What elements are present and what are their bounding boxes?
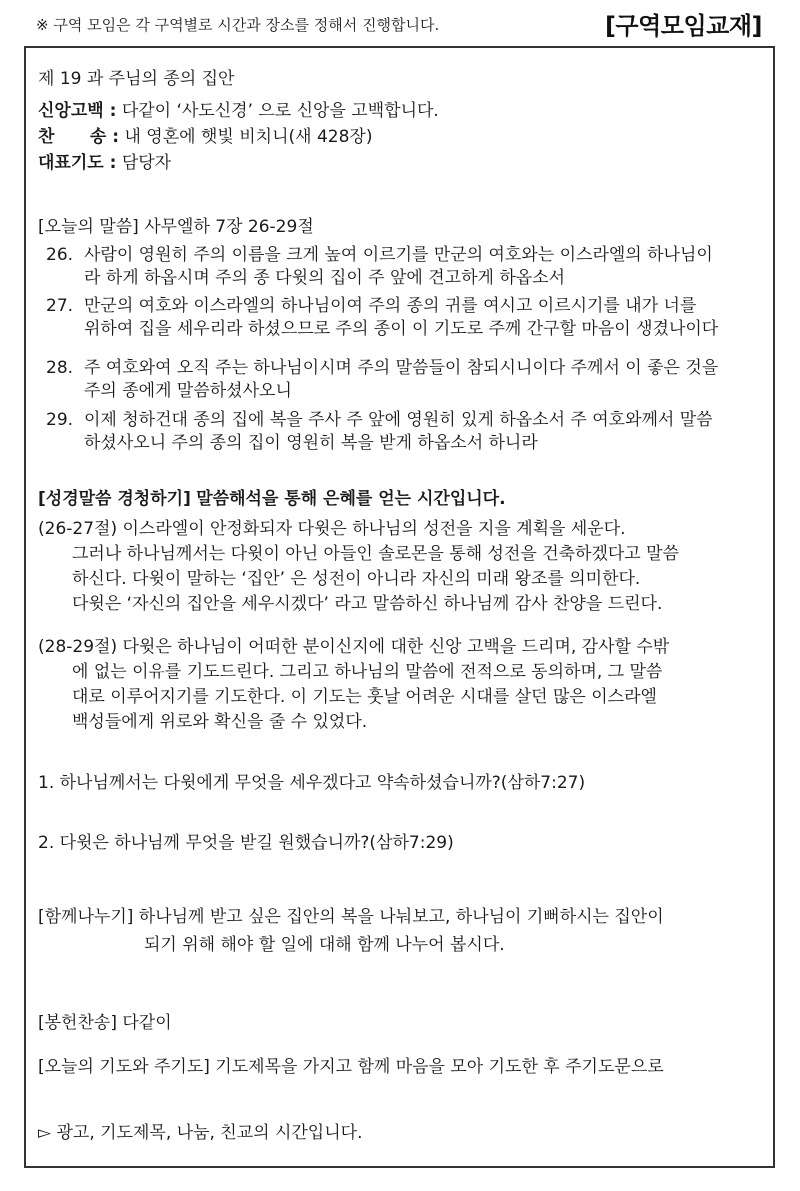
verse-line: 하셨사오니 주의 종의 집이 영원히 복을 받게 하옵소서 하니라 <box>84 433 538 453</box>
share-line: 되기 위해 해야 할 일에 대해 함께 나누어 봅시다. <box>144 935 505 955</box>
verse-line: 위하여 집을 세우리라 하셨으므로 주의 종이 이 기도로 주께 간구할 마음이 생겼나이다 <box>84 319 719 339</box>
creed-row <box>38 100 439 122</box>
header-note: ※ 구역 모임은 각 구역별로 시간과 장소를 정해서 진행합니다. <box>36 16 440 34</box>
commentary-line <box>38 518 626 540</box>
lesson-title: 제 19 과 주님의 종의 집안 <box>38 69 235 89</box>
triangle-marker-icon: ▻ <box>38 1123 52 1143</box>
commentary-ref: (28-29절) <box>38 637 118 657</box>
question-2: 2. 다윗은 하나님께 무엇을 받길 원했습니까?(삼하7:29) <box>38 833 454 853</box>
commentary-line: 백성들에게 위로와 확신을 줄 수 있었다. <box>72 712 368 732</box>
hymn-text: 내 영혼에 햇빛 비치니(새 428장) <box>124 127 373 147</box>
share-label: [함께나누기] <box>38 907 134 927</box>
listen-label: [성경말씀 경청하기] <box>38 489 191 509</box>
commentary-line: 대로 이루어지기를 기도한다. 이 기도는 훗날 어려운 시대를 살던 많은 이스라엘 <box>72 687 657 707</box>
today-word-heading <box>38 216 314 238</box>
share-line: 하나님께 받고 싶은 집안의 복을 나눠보고, 하나님이 기뻐하시는 집안이 <box>138 907 664 927</box>
verse-number: 27. <box>46 296 74 316</box>
offering-row <box>38 1012 172 1034</box>
commentary-line: 그러나 하나님께서는 다윗이 아닌 아들인 솔로몬을 통해 성전을 건축하겠다고 말씀 <box>72 544 679 564</box>
share-row <box>38 906 664 928</box>
prayer-row <box>38 152 171 174</box>
prayer-text: 담당자 <box>121 153 172 173</box>
lesson-frame <box>24 46 775 1168</box>
hymn-row <box>38 126 372 148</box>
closing-text: 광고, 기도제목, 나눔, 친교의 시간입니다. <box>56 1123 363 1143</box>
verse-number: 29. <box>46 410 74 430</box>
verse-line: 주의 종에게 말씀하셨사오니 <box>84 381 292 401</box>
brand-title: [구역모임교재] <box>604 12 762 40</box>
prayer-label: 대표기도 : <box>38 153 117 173</box>
today-word-label: [오늘의 말씀] <box>38 217 139 237</box>
listen-heading <box>38 488 506 510</box>
commentary-line: 하신다. 다윗이 말하는 ‘집안’ 은 성전이 아니라 자신의 미래 왕조를 의미한다. <box>72 569 641 589</box>
creed-text: 다같이 ‘사도신경’ 으로 신앙을 고백합니다. <box>121 101 439 121</box>
closing-row <box>38 1122 362 1144</box>
offering-text: 다같이 <box>122 1013 172 1033</box>
commentary-line: 에 없는 이유를 기도드린다. 그리고 하나님의 말씀에 전적으로 동의하며, 그 말씀 <box>72 662 663 682</box>
commentary-ref: (26-27절) <box>38 519 118 539</box>
verse-line: 사람이 영원히 주의 이름을 크게 높여 이르기를 만군의 여호와는 이스라엘의 하나님이 <box>84 245 713 265</box>
verse-line: 주 여호와여 오직 주는 하나님이시며 주의 말씀들이 참되시니이다 주께서 이 좋은 것을 <box>84 358 719 378</box>
closing-prayer-text: 기도제목을 가지고 함께 마음을 모아 기도한 후 주기도문으로 <box>215 1057 664 1077</box>
verse-line: 이제 청하건대 종의 집에 복을 주사 주 앞에 영원히 있게 하옵소서 주 여호와께서 말씀 <box>84 410 713 430</box>
listen-intro: 말씀해석을 통해 은혜를 얻는 시간입니다. <box>196 489 506 509</box>
creed-label: 신앙고백 : <box>38 101 117 121</box>
commentary-text: 다윗은 하나님이 어떠한 분이신지에 대한 신앙 고백을 드리며, 감사할 수밖 <box>122 637 670 657</box>
verse-number: 28. <box>46 358 74 378</box>
commentary-line: 다윗은 ‘자신의 집안을 세우시겠다’ 라고 말씀하신 하나님께 감사 찬양을 드린다. <box>72 594 663 614</box>
verse-line: 라 하게 하옵시며 주의 종 다윗의 집이 주 앞에 견고하게 하옵소서 <box>84 268 566 288</box>
commentary-text: 이스라엘이 안정화되자 다윗은 하나님의 성전을 지을 계획을 세운다. <box>122 519 626 539</box>
question-1: 1. 하나님께서는 다윗에게 무엇을 세우겠다고 약속하셨습니까?(삼하7:27) <box>38 773 586 793</box>
closing-prayer-row <box>38 1056 664 1078</box>
verse-number: 26. <box>46 245 74 265</box>
today-word-reference: 사무엘하 7장 26-29절 <box>144 217 314 237</box>
hymn-label: 찬 송 : <box>38 127 120 147</box>
commentary-line <box>38 636 669 658</box>
closing-prayer-label: [오늘의 기도와 주기도] <box>38 1057 210 1077</box>
verse-line: 만군의 여호와 이스라엘의 하나님이여 주의 종의 귀를 여시고 이르시기를 내가 너를 <box>84 296 697 316</box>
offering-label: [봉헌찬송] <box>38 1013 117 1033</box>
